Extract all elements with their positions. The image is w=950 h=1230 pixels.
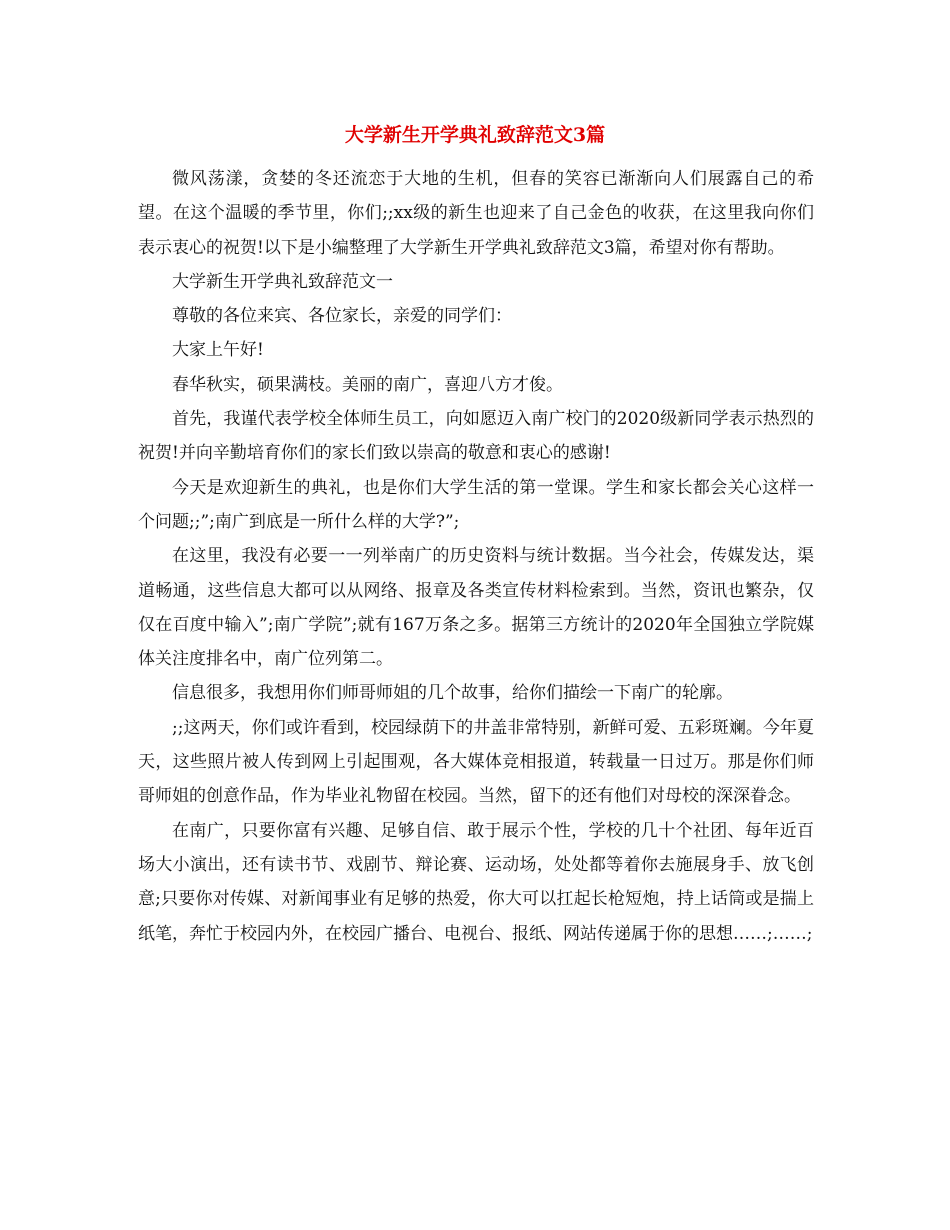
paragraph-stories-intro: 信息很多，我想用你们师哥师姐的几个故事，给你们描绘一下南广的轮廓。 xyxy=(172,683,733,704)
paragraph-greeting: 大家上午好! xyxy=(172,340,264,361)
paragraph-opening: 春华秋实，硕果满枝。美丽的南广，喜迎八方才俊。 xyxy=(172,374,563,395)
paragraph-congratulations: 首先，我谨代表学校全体师生员工，向如愿迈入南广校门的2020级新同学表示热烈的祝贺!并向辛勤培育你们的家长们致以崇高的敬意和衷心的感谢! xyxy=(138,409,814,464)
paragraph-first-lesson: 今天是欢迎新生的典礼，也是你们大学生活的第一堂课。学生和家长都会关心这样一个问题;;”;南广到底是一所什么样的大学?”; xyxy=(138,477,814,532)
paragraph-campus-life: 在南广，只要你富有兴趣、足够自信、敢于展示个性，学校的几十个社团、每年近百场大小演出，还有读书节、戏剧节、辩论赛、运动场，处处都等着你去施展身手、放飞创意;只要你对传媒、对新闻事业有足够的热爱，你大可以扛起长枪短炮，持上话筒或是揣上纸笔，奔忙于校园内外，在校园广播台、电视台、报纸、网站传递属于你的思想……;……; xyxy=(138,820,814,944)
paragraph-manhole-covers: ;;这两天，你们或许看到，校园绿荫下的井盖非常特别，新鲜可爱、五彩斑斓。今年夏天，这些照片被人传到网上引起围观，各大媒体竞相报道，转载量一日过万。那是你们师哥师姐的创意作品，作为毕业礼物留在校园。当然，留下的还有他们对母校的深深眷念。 xyxy=(138,717,814,807)
paragraph-intro: 微风荡漾，贪婪的冬还流恋于大地的生机，但春的笑容已渐渐向人们展露自己的希望。在这个温暖的季节里，你们;;xx级的新生也迎来了自己金色的收获，在这里我向你们表示衷心的祝贺!以下是小编整理了大学新生开学典礼致辞范文3篇，希望对你有帮助。 xyxy=(138,169,814,258)
paragraph-statistics: 在这里，我没有必要一一列举南广的历史资料与统计数据。当今社会，传媒发达，渠道畅通，这些信息大都可以从网络、报章及各类宣传材料检索到。当然，资讯也繁杂，仅仅在百度中输入”;南广学院”;就有167万条之多。据第三方统计的2020年全国独立学院媒体关注度排名中，南广位列第二。 xyxy=(138,546,814,670)
paragraph-salutation: 尊敬的各位来宾、各位家长，亲爱的同学们： xyxy=(172,306,512,327)
document-title: 大学新生开学典礼致辞范文3篇 xyxy=(344,124,606,146)
paragraph-section-heading: 大学新生开学典礼致辞范文一 xyxy=(172,271,393,292)
document-body xyxy=(138,162,814,951)
